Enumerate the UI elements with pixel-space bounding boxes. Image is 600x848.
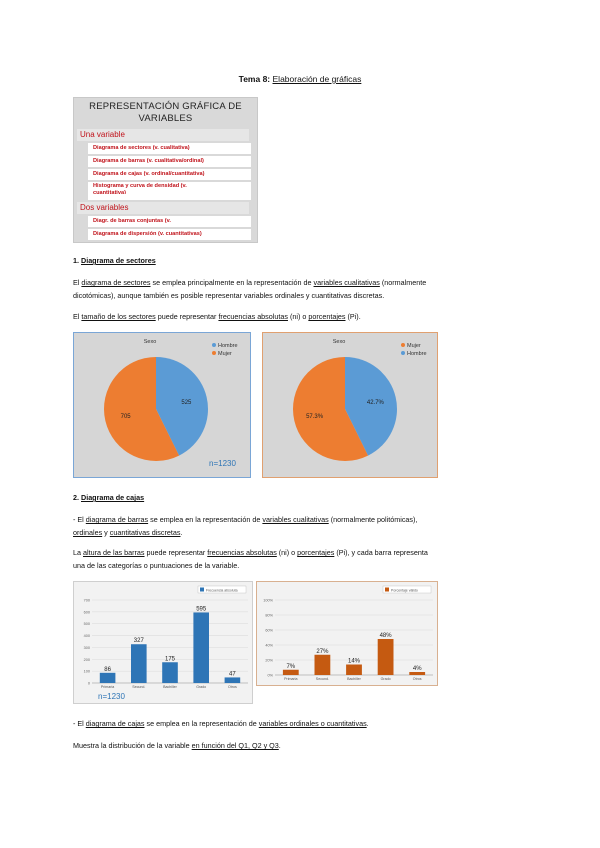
table-row-line: cuantitativa) — [93, 190, 126, 194]
text: (normalmente politómicas), — [328, 515, 418, 524]
text: puede representar — [144, 548, 208, 557]
pie-slice-label: 705 — [120, 414, 131, 421]
bar-value-label: 7% — [286, 663, 296, 670]
text: tamaño de los sectores — [81, 312, 156, 321]
text: (normalmente — [379, 278, 427, 287]
bar-grado — [193, 612, 209, 683]
legend-marker — [401, 351, 405, 355]
text: La — [73, 548, 83, 557]
bar-value-label: 4% — [412, 666, 422, 672]
text: El — [73, 312, 82, 321]
bar-primaria — [100, 673, 116, 683]
bar-value-label: 175 — [164, 656, 176, 663]
y-tick-label: 100% — [263, 598, 273, 603]
sample-size-label: n=1230 — [98, 692, 125, 701]
text: frecuencias absolutas — [218, 312, 288, 321]
bar-otros — [225, 677, 241, 683]
pie-chart-svg — [263, 333, 436, 476]
table-row — [88, 182, 251, 200]
bar-value-label: 327 — [133, 638, 144, 645]
x-tick-label: Bachiller — [163, 685, 177, 689]
legend-label: Frecuencia absoluta — [206, 588, 238, 593]
bar-chart-svg — [74, 582, 252, 703]
pie-chart-svg — [74, 333, 249, 476]
text: (ni) o — [287, 312, 309, 321]
text: (Pi), y cada barra representa — [334, 548, 428, 557]
y-tick-label: 60% — [265, 628, 273, 633]
x-tick-label: Secund. — [132, 685, 146, 689]
heading-number: 2. — [73, 493, 79, 502]
bar-secund — [131, 644, 147, 683]
pie-chart-frequencies — [73, 332, 251, 478]
text: cuantitativas discretas — [109, 527, 181, 537]
bar-primaria — [283, 670, 299, 675]
table-row: Diagrama de dispersión (v. cuantitativas) — [88, 229, 251, 240]
x-tick-label: Secund. — [315, 677, 329, 681]
legend-label: Hombre — [218, 343, 238, 349]
summary-table — [73, 97, 258, 243]
bar-value-label: 27% — [316, 648, 329, 655]
text: en función del Q1, Q2 y Q3 — [191, 741, 279, 750]
table-header-line2: VARIABLES — [138, 113, 193, 124]
heading-text: Diagrama de cajas — [81, 493, 145, 502]
text: se emplea en la representación de — [148, 515, 263, 524]
legend-label: Mujer — [407, 343, 421, 349]
y-tick-label: 0% — [267, 673, 273, 678]
pie-slice-label: 42.7% — [366, 399, 384, 406]
bar-chart-frequencies — [73, 581, 253, 704]
text: una de las categorías o puntuaciones de la variable. — [73, 560, 240, 570]
text: Muestra la distribución de la variable — [73, 741, 192, 750]
y-tick-label: 40% — [265, 643, 273, 648]
text: diagrama de cajas — [85, 719, 145, 728]
text: porcentajes — [308, 312, 346, 321]
x-tick-label: Grado — [196, 685, 207, 689]
y-tick-label: 80% — [265, 613, 273, 618]
bar-chart-percentages — [256, 581, 438, 686]
text: - El — [73, 719, 86, 728]
table-row: Diagrama de cajas (v. ordinal/cuantitativa) — [88, 169, 251, 180]
bar-secund — [315, 655, 331, 675]
y-tick-label: 0 — [87, 681, 90, 686]
table-header-line1: REPRESENTACIÓN GRÁFICA DE — [89, 101, 242, 112]
section-1-paragraph-1 — [73, 277, 531, 302]
legend-marker — [385, 588, 389, 592]
text: y — [102, 527, 110, 537]
heading-number: 1. — [73, 256, 79, 265]
pie-chart-percentages — [262, 332, 438, 478]
bar-chart-svg — [257, 582, 437, 685]
section-3-paragraph-1 — [73, 718, 531, 731]
text: variables cualitativas — [262, 515, 329, 524]
bar-value-label: 48% — [379, 633, 392, 639]
section-2-heading — [73, 492, 531, 505]
bar-bachiller — [346, 665, 362, 676]
title-main: Elaboración de gráficas — [272, 74, 362, 84]
text: puede representar — [155, 312, 219, 321]
section-una-variable: Una variable — [77, 129, 249, 141]
pie-title: Sexo — [332, 339, 346, 345]
table-header — [74, 98, 257, 125]
x-tick-label: Primaria — [284, 677, 298, 681]
y-tick-label: 400 — [83, 634, 90, 639]
legend-label: Hombre — [407, 351, 427, 357]
y-tick-label: 100 — [83, 669, 90, 674]
section-1-paragraph-2 — [73, 311, 531, 324]
legend-marker — [401, 343, 405, 347]
legend-label: Mujer — [218, 351, 232, 357]
text: variables ordinales o cuantitativas — [258, 719, 367, 728]
legend-marker — [200, 588, 204, 592]
x-tick-label: Primaria — [100, 685, 115, 689]
text: frecuencias absolutas — [207, 548, 277, 557]
pie-title: Sexo — [143, 339, 157, 345]
bar-grado — [378, 639, 394, 675]
bar-value-label: 14% — [347, 658, 361, 665]
legend-marker — [212, 351, 216, 355]
y-tick-label: 500 — [83, 622, 90, 627]
y-tick-label: 200 — [83, 657, 90, 662]
text: (Pi). — [345, 312, 361, 321]
bar-bachiller — [162, 662, 178, 683]
text: se emplea en la representación de — [144, 719, 259, 728]
section-2-paragraph-2 — [73, 547, 531, 572]
legend-label: Porcentaje válido — [391, 588, 418, 593]
x-tick-label: Bachiller — [347, 677, 361, 681]
text: se emplea principalmente en la representación de — [150, 278, 314, 287]
x-tick-label: Otros — [412, 677, 422, 681]
table-row: Diagrama de barras (v. cualitativa/ordinal) — [88, 156, 251, 167]
text: El — [73, 278, 82, 287]
text: (ni) o — [276, 548, 298, 557]
text: variables cualitativas — [313, 278, 380, 287]
text: dicotómicas), aunque también es posible representar variables ordinales y cuantitativas discretas. — [73, 290, 385, 300]
pie-slice-label: 525 — [181, 399, 192, 406]
text: . — [278, 741, 281, 750]
table-row: Diagr. de barras conjuntas (v. — [88, 216, 251, 227]
section-dos-variables: Dos variables — [77, 202, 249, 214]
x-tick-label: Grado — [380, 677, 391, 681]
y-tick-label: 600 — [83, 610, 90, 615]
heading-text: Diagrama de sectores — [81, 256, 156, 265]
pie-slice-label: 57.3% — [306, 414, 324, 421]
title-prefix: Tema 8: — [238, 74, 271, 84]
section-1-heading — [73, 255, 531, 268]
text: . — [366, 719, 369, 728]
text: altura de las barras — [83, 548, 145, 557]
table-row-line: Histograma y curva de densidad (v. — [93, 183, 187, 189]
legend-marker — [212, 343, 216, 347]
bar-value-label: 86 — [104, 666, 111, 673]
text: . — [180, 527, 183, 537]
text: porcentajes — [297, 548, 335, 557]
bar-value-label: 47 — [229, 671, 236, 678]
y-tick-label: 300 — [83, 645, 90, 650]
page-title — [0, 74, 600, 84]
text: diagrama de barras — [85, 515, 149, 524]
table-row: Diagrama de sectores (v. cualitativa) — [88, 143, 251, 154]
text: - El — [73, 515, 86, 524]
section-3-paragraph-2 — [73, 740, 531, 753]
bar-otros — [409, 672, 425, 675]
sample-size-label: n=1230 — [209, 459, 236, 468]
y-tick-label: 20% — [265, 658, 273, 663]
section-2-paragraph-1 — [73, 514, 531, 539]
text: diagrama de sectores — [81, 278, 151, 287]
text: ordinales — [73, 527, 103, 537]
bar-value-label: 595 — [196, 606, 207, 613]
x-tick-label: Otros — [228, 685, 237, 689]
y-tick-label: 700 — [83, 598, 90, 603]
